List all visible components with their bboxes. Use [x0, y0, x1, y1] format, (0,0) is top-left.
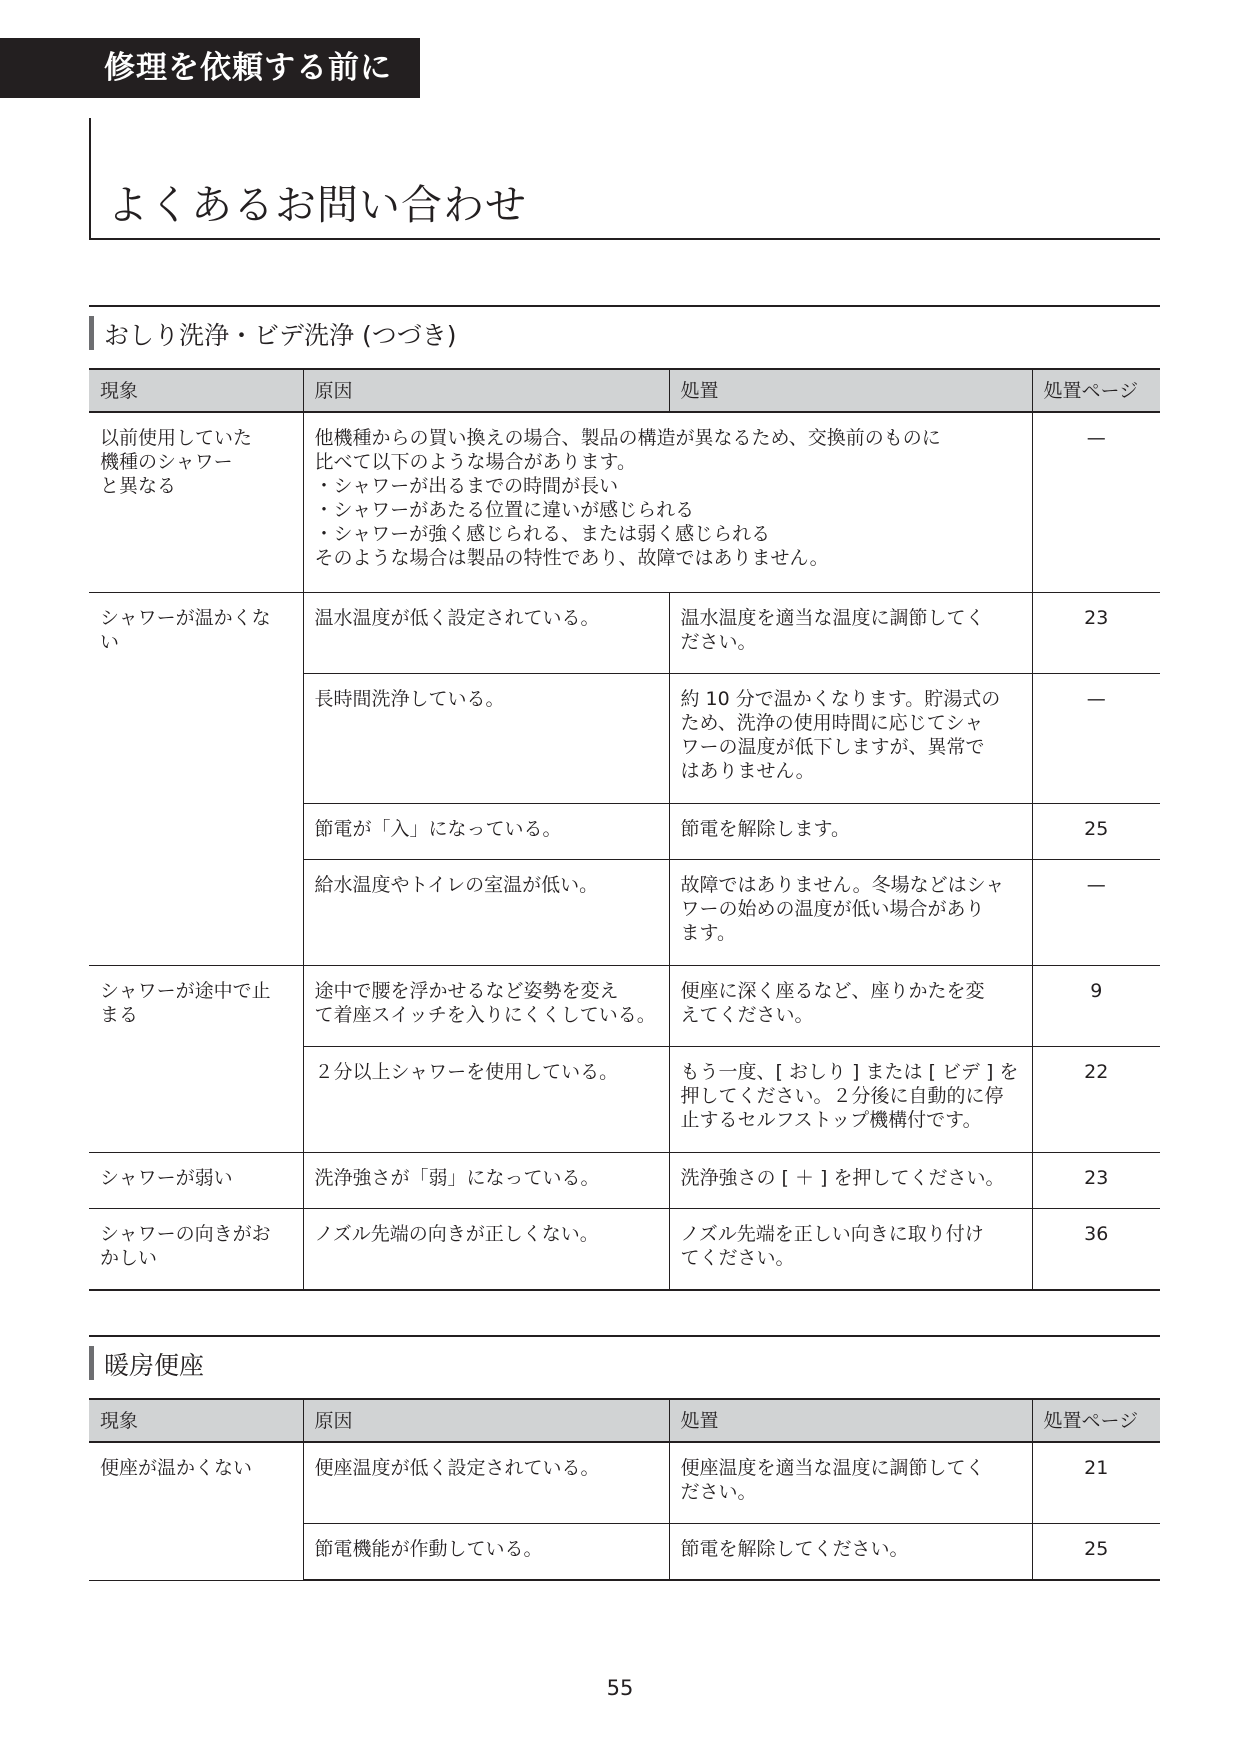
page-ref: 9 [1032, 965, 1160, 1046]
header-page: 処置ページ [1032, 1399, 1160, 1442]
symptom-cell: シャワーが温かくな い [89, 592, 303, 965]
action-cell: 節電を解除してください。 [669, 1523, 1032, 1580]
page-ref: 25 [1032, 1523, 1160, 1580]
table-row [89, 1442, 1160, 1523]
table-row [89, 965, 1160, 1046]
heading-bar [89, 1346, 94, 1380]
action-cell: ノズル先端を正しい向きに取り付け てください。 [669, 1208, 1032, 1290]
cause-cell: 給水温度やトイレの室温が低い。 [303, 859, 669, 965]
action-cell: 約 10 分で温かくなります。貯湯式の ため、洗浄の使用時間に応じてシャ ワーの温度が低下しますが、異常で はありません。 [669, 673, 1032, 803]
header-action: 処置 [669, 1399, 1032, 1442]
header-symptom: 現象 [89, 369, 303, 412]
table-row [89, 1152, 1160, 1208]
cause-cell: 他機種からの買い換えの場合、製品の構造が異なるため、交換前のものに 比べて以下のような場合があります。 ・シャワーが出るまでの時間が長い ・シャワーがあたる位置に違いが感じられる ・シャワーが強く感じられる、または弱く感じられる そのような場合は製品の特性であり、故障ではありません。 [303, 412, 1032, 592]
action-cell: 洗浄強さの [ ＋ ] を押してください。 [669, 1152, 1032, 1208]
main-title-block [89, 118, 1160, 240]
page-ref: 22 [1032, 1046, 1160, 1152]
heading-bar [89, 316, 94, 350]
action-cell: もう一度、[ おしり ] または [ ビデ ] を 押してください。２分後に自動的に停 止するセルフストップ機構付です。 [669, 1046, 1032, 1152]
section-title: おしり洗浄・ビデ洗浄 (つづき) [104, 321, 457, 350]
header-cause: 原因 [303, 1399, 669, 1442]
cause-cell: 温水温度が低く設定されている。 [303, 592, 669, 673]
symptom-cell: シャワーが途中で止 まる [89, 965, 303, 1152]
action-cell: 節電を解除します。 [669, 803, 1032, 859]
page-ref: — [1032, 412, 1160, 592]
cause-cell: 長時間洗浄している。 [303, 673, 669, 803]
cause-cell: 便座温度が低く設定されている。 [303, 1442, 669, 1523]
cause-cell: ２分以上シャワーを使用している。 [303, 1046, 669, 1152]
page-title: よくあるお問い合わせ [107, 181, 527, 229]
page-ref: 36 [1032, 1208, 1160, 1290]
page-ref: — [1032, 859, 1160, 965]
page-number: 55 [606, 1676, 634, 1700]
cause-cell: ノズル先端の向きが正しくない。 [303, 1208, 669, 1290]
header-symptom: 現象 [89, 1399, 303, 1442]
action-cell: 便座温度を適当な温度に調節してく ださい。 [669, 1442, 1032, 1523]
action-cell: 故障ではありません。冬場などはシャ ワーの始めの温度が低い場合があり ます。 [669, 859, 1032, 965]
header-cause: 原因 [303, 369, 669, 412]
page-ref: 21 [1032, 1442, 1160, 1523]
section-title: 暖房便座 [104, 1351, 205, 1380]
page-ref: 25 [1032, 803, 1160, 859]
section-heading-shower [89, 305, 1160, 357]
cause-cell: 途中で腰を浮かせるなど姿勢を変え て着座スイッチを入りにくくしている。 [303, 965, 669, 1046]
page-ref: 23 [1032, 592, 1160, 673]
action-cell: 便座に深く座るなど、座りかたを変 えてください。 [669, 965, 1032, 1046]
action-cell: 温水温度を適当な温度に調節してく ださい。 [669, 592, 1032, 673]
table-row [89, 592, 1160, 673]
table-row [89, 412, 1160, 592]
page-ref: 23 [1032, 1152, 1160, 1208]
symptom-cell: 以前使用していた 機種のシャワー と異なる [89, 412, 303, 592]
header-page: 処置ページ [1032, 369, 1160, 412]
faq-table-heated-seat [89, 1398, 1160, 1581]
cause-cell: 節電が「入」になっている。 [303, 803, 669, 859]
faq-table-shower [89, 368, 1160, 1291]
header-action: 処置 [669, 369, 1032, 412]
table-row [89, 1208, 1160, 1290]
symptom-cell: 便座が温かくない [89, 1442, 303, 1580]
symptom-cell: シャワーの向きがお かしい [89, 1208, 303, 1290]
page-ref: — [1032, 673, 1160, 803]
section-heading-heated-seat [89, 1335, 1160, 1387]
table-header-row [89, 369, 1160, 412]
symptom-cell: シャワーが弱い [89, 1152, 303, 1208]
cause-cell: 節電機能が作動している。 [303, 1523, 669, 1580]
table-header-row [89, 1399, 1160, 1442]
chapter-tab: 修理を依頼する前に [0, 38, 420, 98]
cause-cell: 洗浄強さが「弱」になっている。 [303, 1152, 669, 1208]
